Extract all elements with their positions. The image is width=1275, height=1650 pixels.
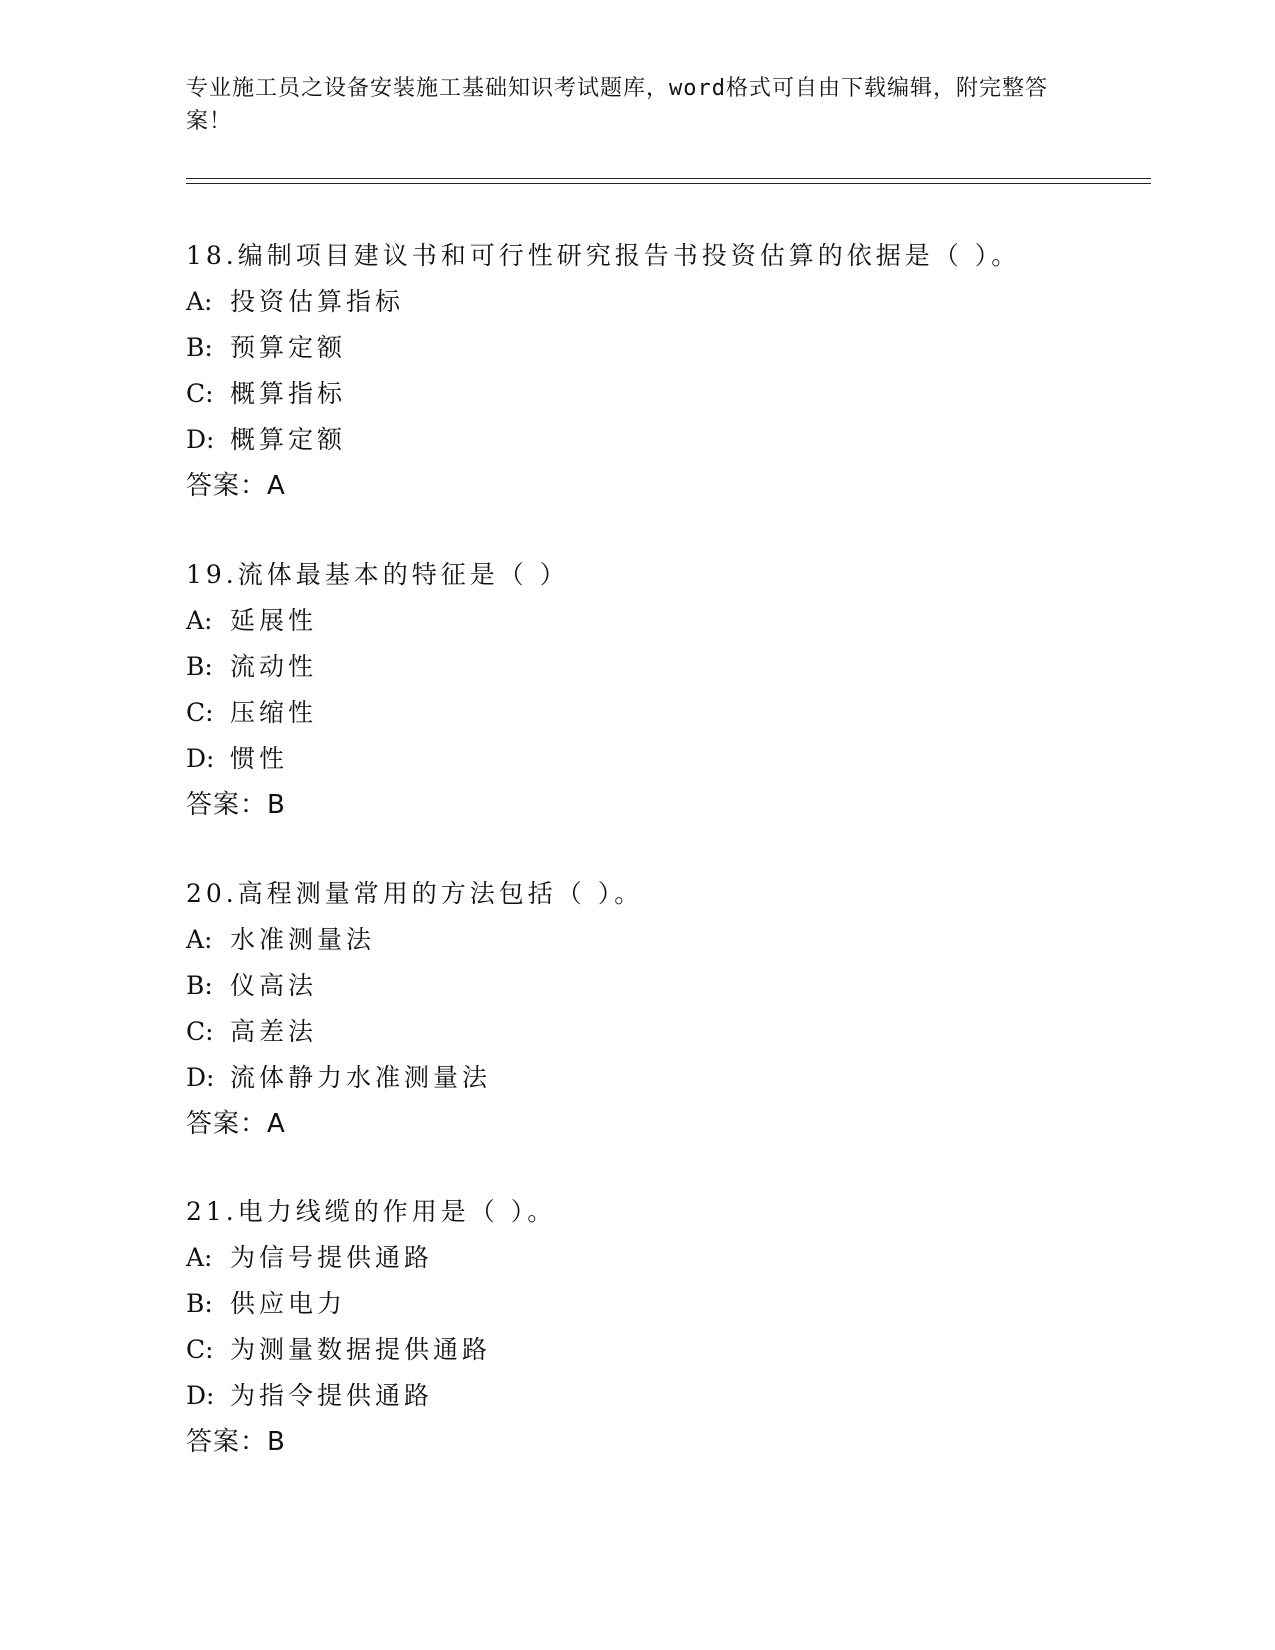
- option-key: C:: [186, 1017, 214, 1046]
- option-d: [186, 417, 1146, 463]
- question-21: [186, 1189, 1146, 1465]
- question-stem: 20.高程测量常用的方法包括（ ）。: [186, 879, 644, 908]
- header-divider-top: [186, 178, 1151, 179]
- option-c: [186, 690, 1146, 736]
- option-text: 供应电力: [230, 1289, 347, 1318]
- option-b: [186, 963, 1146, 1009]
- option-key: B:: [186, 652, 213, 681]
- option-key: B:: [186, 1289, 213, 1318]
- option-text: 为指令提供通路: [230, 1381, 434, 1410]
- document-header-text: 专业施工员之设备安装施工基础知识考试题库，word格式可自由下载编辑，附完整答案！: [186, 76, 1048, 134]
- option-text: 高差法: [230, 1017, 318, 1046]
- option-key: D:: [186, 744, 215, 773]
- option-key: A:: [186, 287, 213, 316]
- question-stem: 21.电力线缆的作用是（ ）。: [186, 1197, 557, 1226]
- option-key: D:: [186, 1063, 215, 1092]
- answer-line: 答案：B: [186, 790, 286, 820]
- answer-line: 答案：B: [186, 1427, 286, 1457]
- option-text: 惯性: [230, 744, 289, 773]
- option-text: 流动性: [230, 652, 318, 681]
- option-key: D:: [186, 425, 215, 454]
- answer-line: 答案：A: [186, 1109, 286, 1139]
- option-text: 预算定额: [230, 333, 347, 362]
- option-key: A:: [186, 1243, 213, 1272]
- option-key: C:: [186, 698, 214, 727]
- option-a: [186, 1235, 1146, 1281]
- option-key: A:: [186, 925, 213, 954]
- option-text: 为信号提供通路: [230, 1243, 434, 1272]
- option-key: D:: [186, 1381, 215, 1410]
- option-text: 概算指标: [230, 379, 347, 408]
- option-key: B:: [186, 971, 213, 1000]
- option-text: 延展性: [230, 606, 318, 635]
- option-text: 仪高法: [230, 971, 318, 1000]
- option-text: 流体静力水准测量法: [230, 1063, 492, 1092]
- question-18: [186, 233, 1146, 509]
- question-19: [186, 552, 1146, 828]
- option-c: [186, 371, 1146, 417]
- option-a: [186, 279, 1146, 325]
- option-key: B:: [186, 333, 213, 362]
- header-divider-bottom: [186, 183, 1151, 184]
- option-text: 概算定额: [230, 425, 347, 454]
- option-a: [186, 598, 1146, 644]
- option-text: 为测量数据提供通路: [230, 1335, 492, 1364]
- option-b: [186, 644, 1146, 690]
- question-stem: 19.流体最基本的特征是（ ）: [186, 560, 569, 589]
- option-c: [186, 1009, 1146, 1055]
- option-key: A:: [186, 606, 213, 635]
- answer-line: 答案：A: [186, 471, 286, 501]
- option-key: C:: [186, 1335, 214, 1364]
- option-text: 投资估算指标: [230, 287, 405, 316]
- option-b: [186, 1281, 1146, 1327]
- option-d: [186, 1055, 1146, 1101]
- option-key: C:: [186, 379, 214, 408]
- question-20: [186, 871, 1146, 1147]
- option-d: [186, 736, 1146, 782]
- option-d: [186, 1373, 1146, 1419]
- option-c: [186, 1327, 1146, 1373]
- question-stem: 18.编制项目建议书和可行性研究报告书投资估算的依据是（ ）。: [186, 241, 1021, 270]
- option-text: 压缩性: [230, 698, 318, 727]
- option-a: [186, 917, 1146, 963]
- option-text: 水准测量法: [230, 925, 376, 954]
- option-b: [186, 325, 1146, 371]
